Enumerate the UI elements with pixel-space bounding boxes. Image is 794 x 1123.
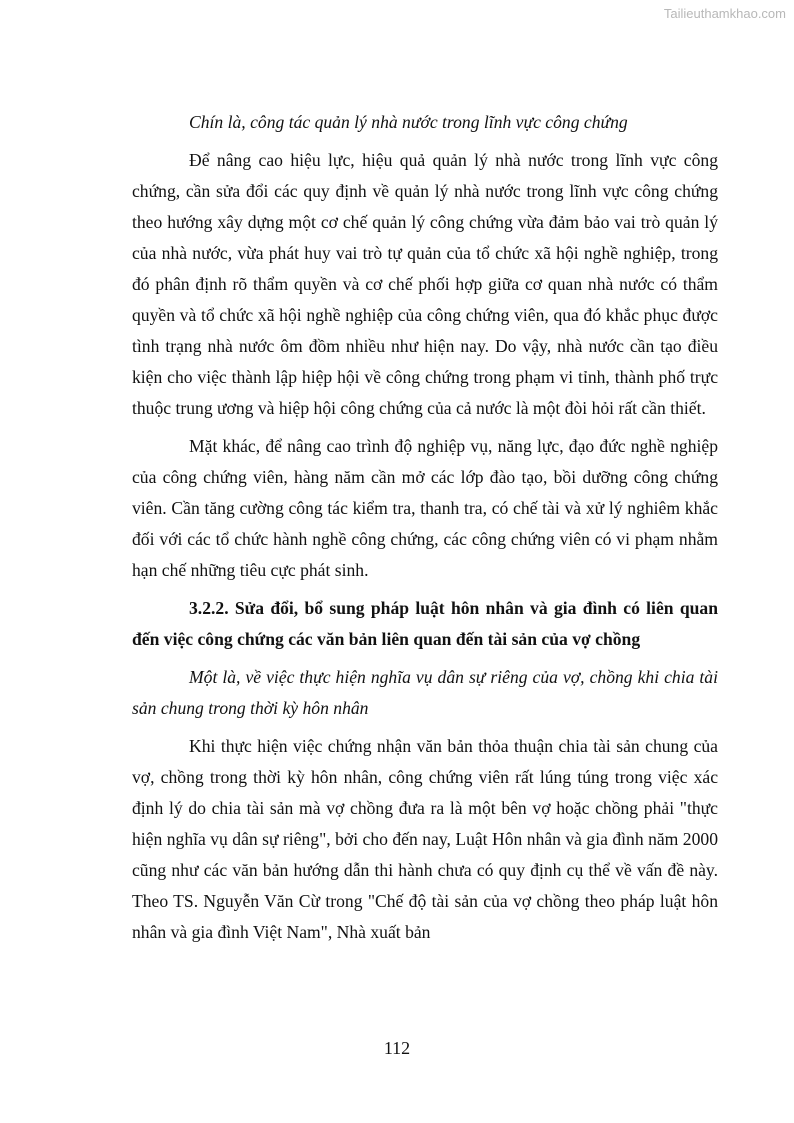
body-paragraph: Khi thực hiện việc chứng nhận văn bản thỏa thuận chia tài sản chung của vợ, chồng trong thời kỳ hôn nhân, công chứng viên rất lúng túng trong việc xác định lý do chia tài sản mà vợ chồng đưa ra là một bên vợ hoặc chồng phải "thực hiện nghĩa vụ dân sự riêng", bởi cho đến nay, Luật Hôn nhân và gia đình năm 2000 cũng như các văn bản hướng dẫn thi hành chưa có quy định cụ thể về vấn đề này. Theo TS. Nguyễn Văn Cừ trong "Chế độ tài sản của vợ chồng theo pháp luật hôn nhân và gia đình Việt Nam", Nhà xuất bản [132, 736, 718, 942]
document-body [132, 107, 718, 948]
subsection-title-italic: Chín là, công tác quản lý nhà nước trong lĩnh vực công chứng [189, 112, 628, 132]
section-heading: 3.2.2. Sửa đổi, bổ sung pháp luật hôn nhân và gia đình có liên quan đến việc công chứng các văn bản liên quan đến tài sản của vợ chồng [132, 598, 718, 649]
page-number: 112 [383, 1038, 411, 1058]
body-paragraph: Để nâng cao hiệu lực, hiệu quả quản lý nhà nước trong lĩnh vực công chứng, cần sửa đổi các quy định về quản lý nhà nước trong lĩnh vực công chứng theo hướng xây dựng một cơ chế quản lý công chứng vừa đảm bảo vai trò quản lý của nhà nước, vừa phát huy vai trò tự quản của tổ chức xã hội nghề nghiệp, trong đó phân định rõ thẩm quyền và cơ chế phối hợp giữa cơ quan nhà nước có thẩm quyền và tổ chức xã hội nghề nghiệp của công chứng viên, qua đó khắc phục được tình trạng nhà nước ôm đồm nhiều như hiện nay. Do vậy, nhà nước cần tạo điều kiện cho việc thành lập hiệp hội về công chứng trong phạm vi tỉnh, thành phố trực thuộc trung ương và hiệp hội công chứng của cả nước là một đòi hỏi rất cần thiết. [132, 150, 718, 418]
body-paragraph: Mặt khác, để nâng cao trình độ nghiệp vụ, năng lực, đạo đức nghề nghiệp của công chứng viên, hàng năm cần mở các lớp đào tạo, bồi dưỡng công chứng viên. Cần tăng cường công tác kiểm tra, thanh tra, có chế tài và xử lý nghiêm khắc đối với các tổ chức hành nghề công chứng, các công chứng viên có vi phạm nhằm hạn chế những tiêu cực phát sinh. [132, 436, 718, 580]
watermark-text: Tailieuthamkhao.com [663, 6, 786, 21]
subsection-title-italic: Một là, về việc thực hiện nghĩa vụ dân sự riêng của vợ, chồng khi chia tài sản chung trong thời kỳ hôn nhân [132, 667, 718, 718]
